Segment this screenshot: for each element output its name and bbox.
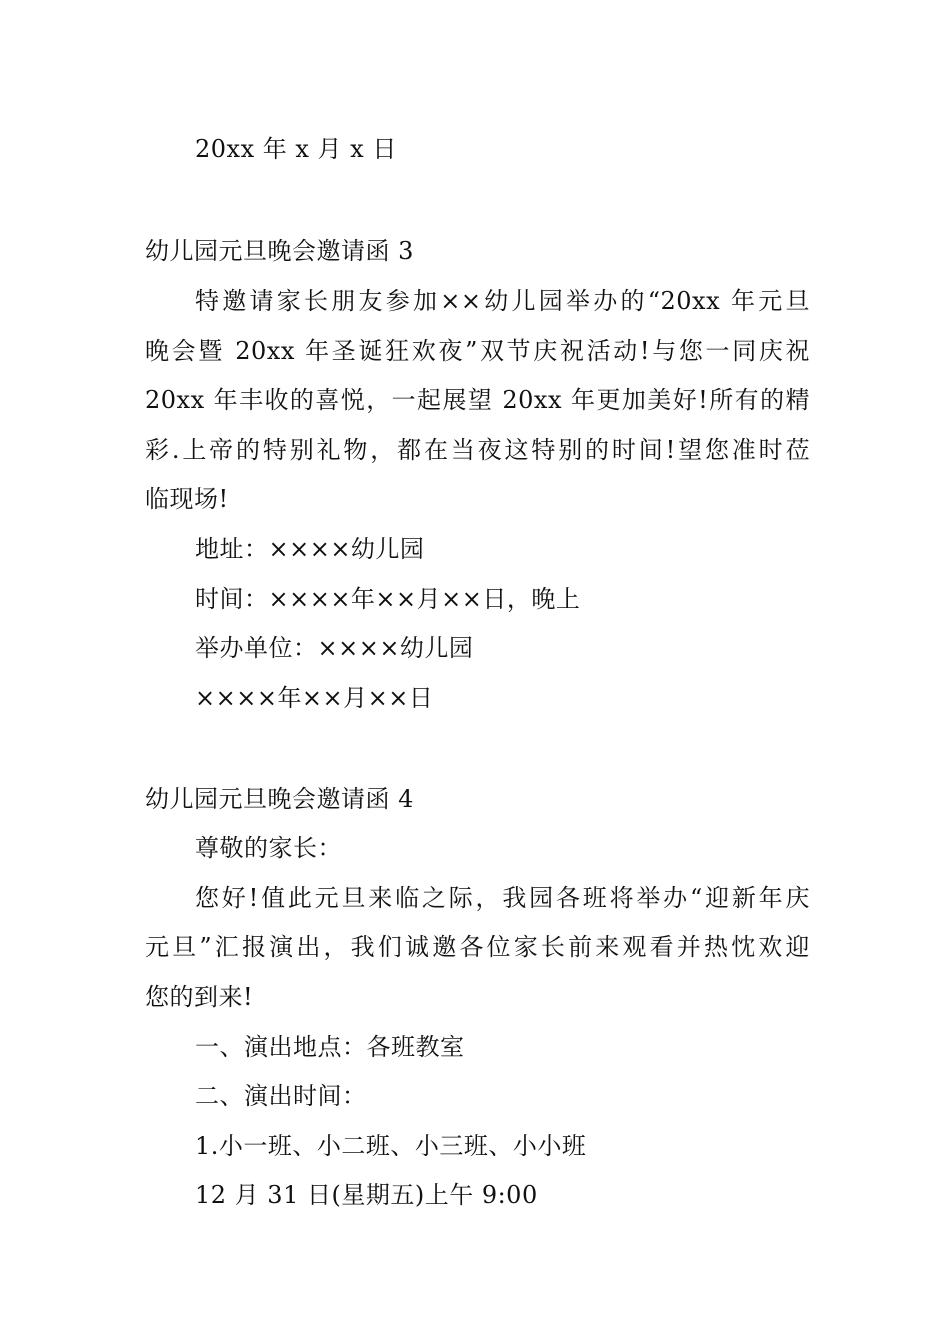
section3-heading: 幼儿园元旦晚会邀请函 3 <box>145 237 414 265</box>
section3-paragraph-line-5: 临现场! <box>145 485 229 513</box>
section4-paragraph-line-1: 您好!值此元旦来临之际，我园各班将举办“迎新年庆 <box>195 884 810 912</box>
salutation: 尊敬的家长： <box>195 834 342 862</box>
time-item: 二、演出时间： <box>195 1082 367 1110</box>
sign-date-line: ××××年××月××日 <box>195 684 434 712</box>
venue-item: 一、演出地点：各班教室 <box>195 1033 465 1061</box>
performance-datetime: 12 月 31 日(星期五)上午 9:00 <box>195 1181 538 1209</box>
date-line: 20xx 年 x 月 x 日 <box>195 135 397 163</box>
address-line: 地址：××××幼儿园 <box>195 535 425 563</box>
time-line: 时间：××××年××月××日，晚上 <box>195 585 581 613</box>
section4-paragraph-line-3: 您的到来! <box>145 983 254 1011</box>
section4-paragraph-line-2: 元旦”汇报演出，我们诚邀各位家长前来观看并热忱欢迎 <box>145 933 810 961</box>
section3-paragraph-line-1: 特邀请家长朋友参加××幼儿园举办的“20xx 年元旦 <box>195 287 810 315</box>
section3-paragraph-line-4: 彩.上帝的特别礼物，都在当夜这特别的时间!望您准时莅 <box>145 436 810 464</box>
section4-heading: 幼儿园元旦晚会邀请函 4 <box>145 785 414 813</box>
organizer-line: 举办单位：××××幼儿园 <box>195 634 474 662</box>
section3-paragraph-line-3: 20xx 年丰收的喜悦，一起展望 20xx 年更加美好!所有的精 <box>145 386 810 414</box>
section3-paragraph-line-2: 晚会暨 20xx 年圣诞狂欢夜”双节庆祝活动!与您一同庆祝 <box>145 337 810 365</box>
class-list-item: 1.小一班、小二班、小三班、小小班 <box>195 1132 587 1160</box>
